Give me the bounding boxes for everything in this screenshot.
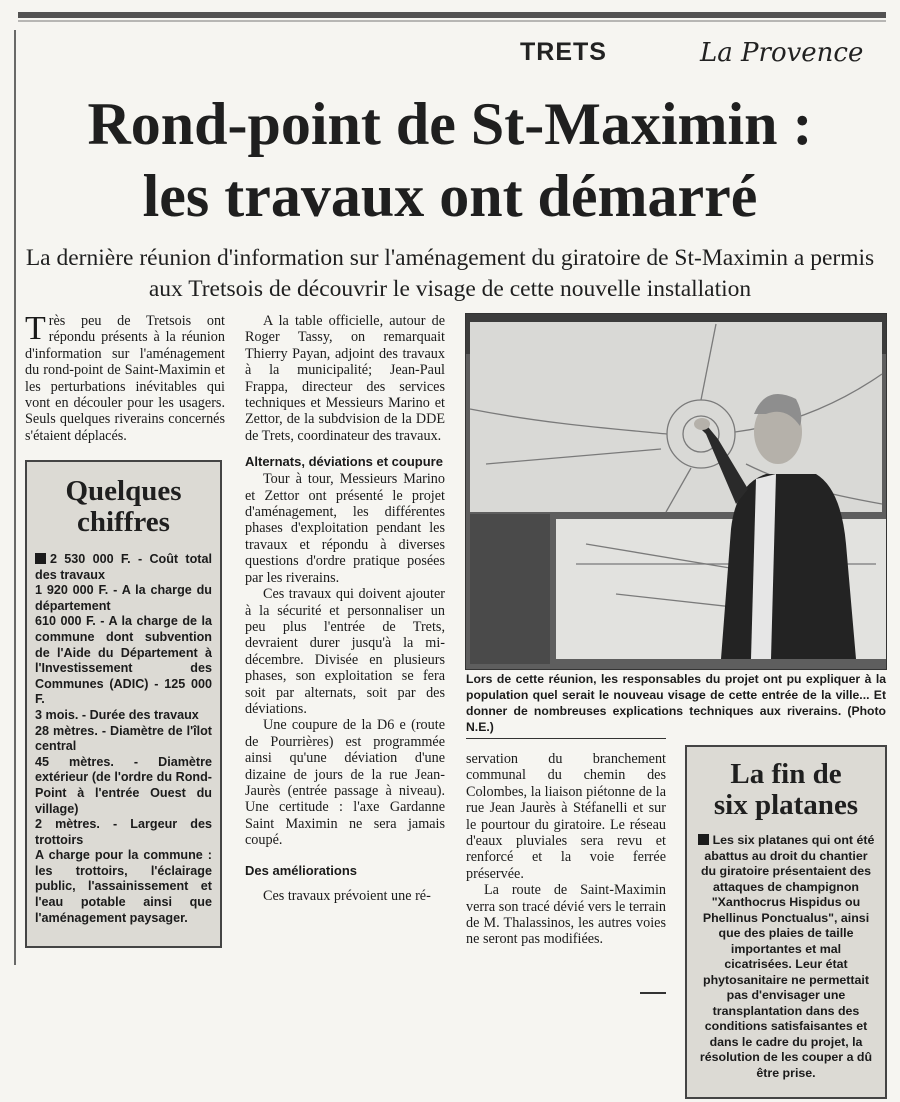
sidebar-body xyxy=(697,833,875,1081)
figure-item: 28 mètres. - Diamètre de l'îlot central xyxy=(35,723,212,754)
top-rule xyxy=(18,12,886,18)
paragraph: Ces travaux qui doivent ajouter à la sécurité et personnaliser un peu plus l'entrée de Trets, devraient durer jusqu'à la mi-décembre. Divisée en plusieurs phases, son exploitation se fera soit par alternats, soit par des déviations. xyxy=(245,586,445,717)
sidebar-title-line-1: La fin de xyxy=(730,758,842,790)
column-1-intro xyxy=(25,310,225,444)
sidebar-title xyxy=(27,476,220,538)
figure-item: 610 000 F. - A la charge de la commune dont subvention de l'Aide du Département à l'Investissement des Communes (ADIC) - 125 000 F. xyxy=(35,614,212,707)
figure-item: 3 mois. - Durée des travaux xyxy=(35,707,199,722)
left-column-rule xyxy=(14,30,16,965)
intro-paragraph xyxy=(25,310,225,444)
deck: La dernière réunion d'information sur l'aménagement du giratoire de St-Maximin a permis aux Tretsois de découvrir le visage de cette nouvelle installation xyxy=(25,245,875,302)
bullet-square-icon xyxy=(35,553,46,564)
paragraph: Ces travaux prévoient une ré- xyxy=(263,887,431,904)
column-3 xyxy=(466,751,666,948)
sidebar-body xyxy=(35,552,212,926)
figure-item xyxy=(35,552,212,583)
sidebar-title-line-2: six platanes xyxy=(713,789,859,821)
figure-item: A charge pour la commune : les trottoirs, l'éclairage public, l'assainissement et l'eau potable ainsi que l'aménagement paysager. xyxy=(35,848,212,925)
headline-line-1: Rond-point de St-Maximin : xyxy=(87,91,813,157)
headline xyxy=(24,88,876,232)
end-rule xyxy=(640,992,666,994)
paragraph: A la table officielle, autour de Roger Tassy, on remarquait Thierry Payan, adjoint des travaux à la municipalité; Jean-Paul Frappa, directeur des services techniques et Messieurs Marino et Zettor, de la subdvision de la DDE de Trets, coordinateur des travaux. xyxy=(245,313,445,444)
photo-caption: Lors de cette réunion, les responsables du projet ont pu expliquer à la population quel serait le nouveau visage de cette entrée de la ville... Et donner de nombreuses explications techniques aux riverains. (Photo N.E.) xyxy=(466,672,886,734)
meeting-photo-illustration xyxy=(466,314,886,669)
paragraph: servation du branchement communal du chemin des Colombes, la liaison piétonne de la rue Jean Jaurès à Stéfanelli et sur le pourtour du giratoire. Le réseau d'eaux pluviales sera revu et renforcé et la voie ferrée préservée. xyxy=(466,751,666,882)
figure-text: 2 530 000 F. - Coût total des travaux xyxy=(35,552,212,582)
figure-item: 2 mètres. - Largeur des trottoirs xyxy=(35,817,212,847)
sidebar-title-line-1: Quelques xyxy=(65,475,182,507)
sidebar-quelques-chiffres xyxy=(25,460,222,948)
drop-cap: T xyxy=(25,310,46,347)
figure-item: 1 920 000 F. - A la charge du département xyxy=(35,583,212,613)
handwritten-source: La Provence xyxy=(700,38,864,68)
caption-rule xyxy=(466,738,666,739)
sidebar-title-line-2: chiffres xyxy=(77,506,170,538)
subhead-ameliorations: Des améliorations xyxy=(245,862,357,878)
headline-line-2: les travaux ont démarré xyxy=(142,163,758,229)
section-label: TRETS xyxy=(520,38,607,66)
meeting-photo xyxy=(465,313,887,670)
paragraph: La route de Saint-Maximin verra son tracé dévié vers le terrain de M. Thalassinos, les autres voies ne seront pas modifiées. xyxy=(466,882,666,948)
intro-text: rès peu de Tretsois ont répondu présents à la réunion d'information sur l'aménagement du rond-point de Saint-Maximin et les perturbations inévitables qui vont en découler pour les usagers. Seuls quelques riverains concernés s'étaient déplacés. xyxy=(25,313,225,444)
paragraph: Tour à tour, Messieurs Marino et Zettor ont présenté le projet d'aménagement, les différentes phases d'exploitation pendant les travaux et répondu à diverses questions d'ordre pratique posées par les riverains. xyxy=(245,471,445,586)
sidebar-six-platanes xyxy=(685,745,887,1099)
sidebar-title xyxy=(687,759,885,821)
paragraph: Une coupure de la D6 e (route de Pourrières) est programmée ainsi qu'une déviation d'une dizaine de jours de la rue Jean-Jaurès (entrée passage à niveau). Une certitude : l'axe Gardanne Saint Maximin ne sera jamais coupé. xyxy=(245,717,445,849)
top-rule-thin xyxy=(18,20,886,22)
bullet-square-icon xyxy=(698,834,709,845)
column-2 xyxy=(245,313,445,904)
sidebar-body-text: Les six platanes qui ont été abattus au droit du chantier du giratoire présentaient des attaques de champignon "Xanthocrus Hispidus ou Phellinus Ponctualus", ainsi que des plaies de taille importantes et mal cicatrisées. Leur état phytosanitaire ne permettait pas d'envisager une transplantation dans des conditions satisfaisantes et dans le cadre du projet, la résolution de les couper a dû être prise. xyxy=(699,833,875,1080)
subhead-alternats: Alternats, déviations et coupure xyxy=(245,454,443,470)
figure-item: 45 mètres. - Diamètre extérieur (de l'ordre du Rond-Point à l'entrée Ouest du village) xyxy=(35,754,212,816)
